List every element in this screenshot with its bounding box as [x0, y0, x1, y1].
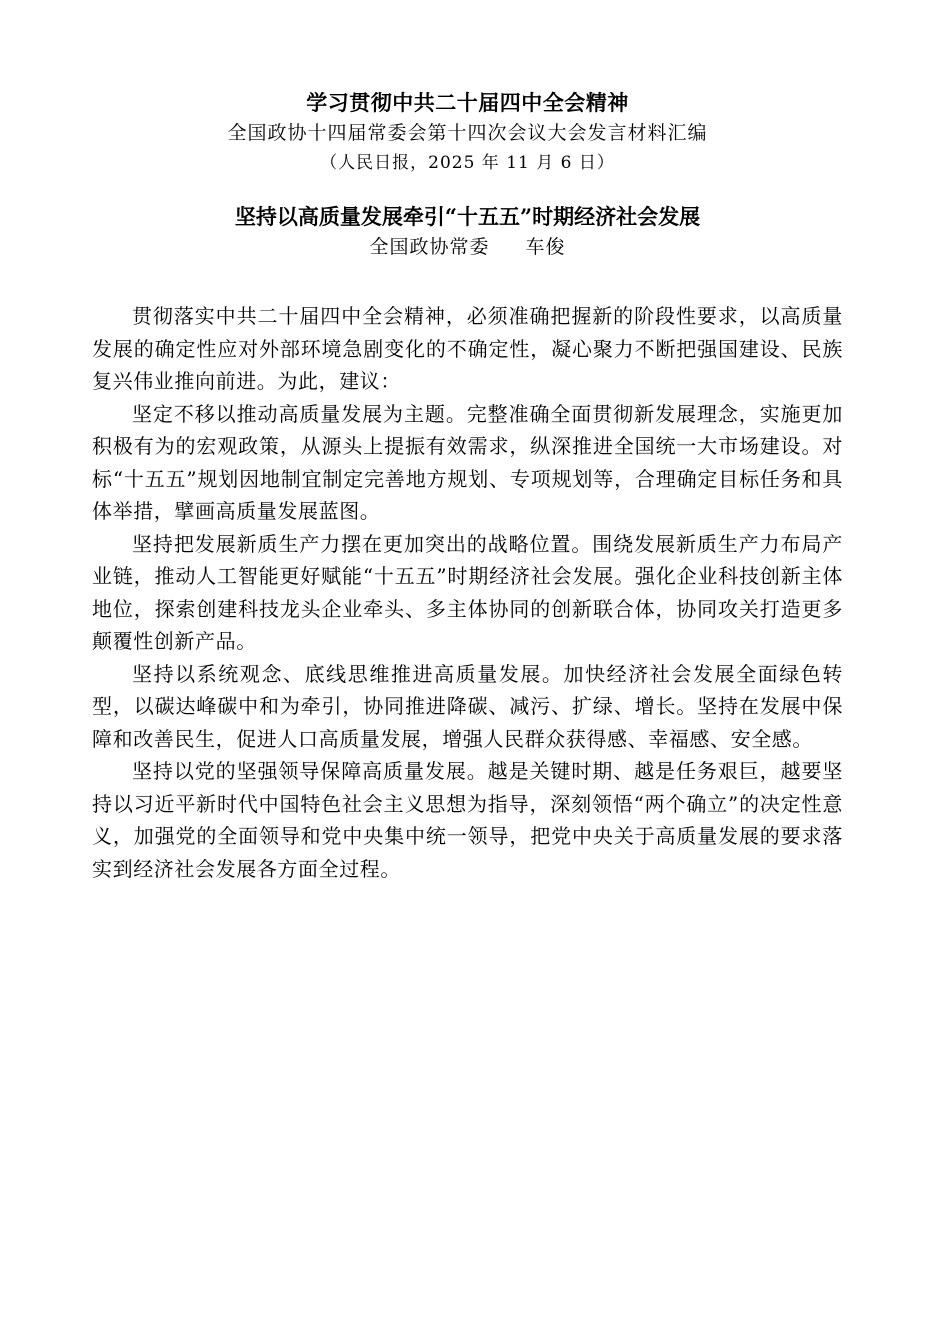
article-title: 坚持以高质量发展牵引“十五五”时期经济社会发展: [234, 204, 701, 229]
paragraph-theme: 坚定不移以推动高质量发展为主题。完整准确全面贯彻新发展理念，实施更加积极有为的宏观政策，从源头上提振有效需求，纵深推进全国统一大市场建设。对标“十五五”规划因地制宜制定完善地方规划、专项规划等，合理确定目标任务和具体举措，擘画高质量发展蓝图。: [92, 401, 843, 523]
series-subtitle: 全国政协十四届常委会第十四次会议大会发言材料汇编: [227, 122, 708, 144]
paragraph-systems-thinking: 坚持以系统观念、底线思维推进高质量发展。加快经济社会发展全面绿色转型，以碳达峰碳中和为牵引，协同推进降碳、减污、扩绿、增长。坚持在发展中保障和改善民生，促进人口高质量发展，增强人民群众获得感、幸福感、安全感。: [92, 661, 843, 751]
paragraph-party-leadership: 坚持以党的坚强领导保障高质量发展。越是关键时期、越是任务艰巨，越要坚持以习近平新时代中国特色社会主义思想为指导，深刻领悟“两个确立”的决定性意义，加强党的全面领导和党中央集中统一领导，把党中央关于高质量发展的要求落实到经济社会发展各方面全过程。: [92, 759, 843, 881]
article-header: [92, 202, 843, 262]
series-source: （人民日报，2025 年 11 月 6 日）: [320, 153, 615, 173]
series-title: 学习贯彻中共二十届四中全会精神: [306, 90, 629, 115]
paragraph-productivity: 坚持把发展新质生产力摆在更加突出的战略位置。围绕发展新质生产力布局产业链，推动人工智能更好赋能“十五五”时期经济社会发展。强化企业科技创新主体地位，探索创建科技龙头企业牵头、多主体协同的创新联合体，协同攻关打造更多颠覆性创新产品。: [92, 531, 843, 653]
series-header: [92, 88, 843, 178]
author-name: 车俊: [525, 236, 566, 258]
article-body: [92, 300, 843, 885]
article-author: [92, 232, 843, 262]
author-org: 全国政协常委: [369, 236, 490, 258]
paragraph-intro: 贯彻落实中共二十届四中全会精神，必须准确把握新的阶段性要求，以高质量发展的确定性应对外部环境急剧变化的不确定性，凝心聚力不断把强国建设、民族复兴伟业推向前进。为此，建议：: [92, 304, 843, 393]
